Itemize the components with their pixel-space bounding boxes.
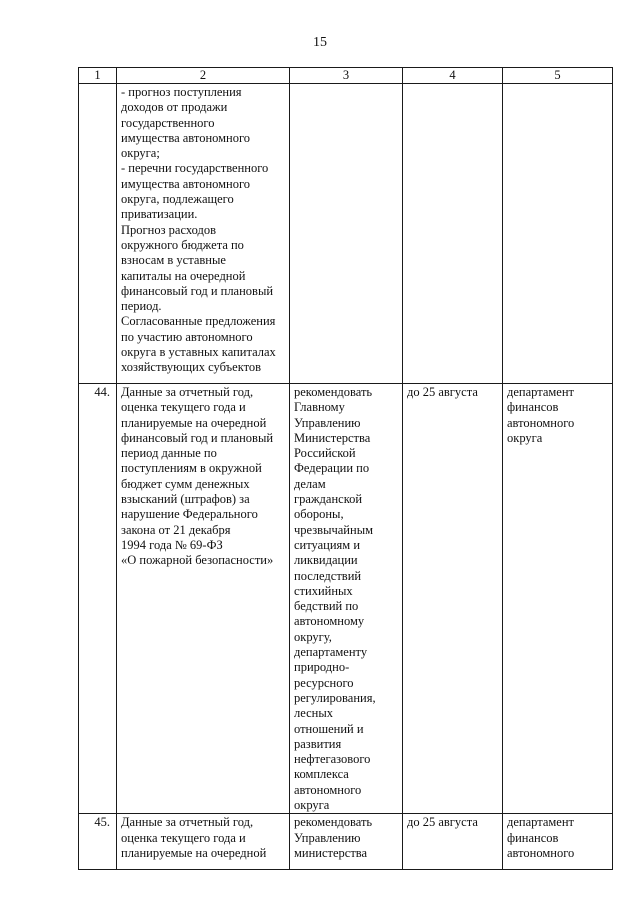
text-line: взысканий (штрафов) за bbox=[121, 492, 250, 507]
text-line: хозяйствующих субъектов bbox=[121, 360, 262, 375]
table-row bbox=[79, 84, 613, 384]
text-line: по участию автономного bbox=[121, 329, 253, 344]
text-line: финансов bbox=[507, 830, 559, 845]
text-line: «О пожарной безопасности» bbox=[121, 553, 274, 568]
text-line: автономного bbox=[507, 415, 575, 430]
text-line: Главному bbox=[294, 400, 345, 415]
text-line: министерства bbox=[294, 845, 368, 860]
text-line: планируемые на очередной bbox=[121, 415, 267, 430]
table-row bbox=[79, 814, 613, 870]
cell-deadline bbox=[403, 814, 503, 870]
text-line: автономного bbox=[507, 845, 575, 860]
cell-deadline bbox=[403, 84, 503, 384]
header-cell-1: 1 bbox=[79, 68, 117, 84]
text-line: Прогноз расходов bbox=[121, 222, 217, 237]
text-line: финансовый год и плановый bbox=[121, 283, 274, 298]
text-line: поступлениям в окружной bbox=[121, 461, 262, 476]
text-line: ресурсного bbox=[294, 675, 354, 690]
text-line: закона от 21 декабря bbox=[121, 522, 231, 537]
text-line: финансовый год и плановый bbox=[121, 430, 274, 445]
header-cell-2: 2 bbox=[117, 68, 290, 84]
text-line: до 25 августа bbox=[407, 385, 478, 399]
text-line: рекомендовать bbox=[294, 385, 373, 399]
text-line: округа, подлежащего bbox=[121, 192, 234, 207]
text-line: Данные за отчетный год, bbox=[121, 815, 254, 830]
text-line: Данные за отчетный год, bbox=[121, 385, 254, 399]
text-line: округа bbox=[507, 430, 543, 445]
cell-executor bbox=[290, 84, 403, 384]
text-line: округу, bbox=[294, 629, 332, 644]
text-line: финансов bbox=[507, 400, 559, 415]
text-line: автономному bbox=[294, 614, 365, 629]
text-line: приватизации. bbox=[121, 207, 198, 222]
text-line: лесных bbox=[294, 706, 333, 721]
text-line: период. bbox=[121, 299, 162, 314]
text-line: планируемые на очередной bbox=[121, 845, 267, 860]
text-line: окружного бюджета по bbox=[121, 237, 244, 252]
cell-executor bbox=[290, 384, 403, 814]
text-line: доходов от продажи bbox=[121, 100, 228, 115]
text-line: стихийных bbox=[294, 583, 353, 598]
text-line: имущества автономного bbox=[121, 176, 251, 191]
text-line: округа в уставных капиталах bbox=[121, 345, 276, 360]
text-line: Управлению bbox=[294, 415, 361, 430]
cell-description bbox=[117, 814, 290, 870]
text-line: округа; bbox=[121, 146, 160, 161]
text-line: департаменту bbox=[294, 645, 368, 660]
text-line: до 25 августа bbox=[407, 815, 478, 830]
cell-executor bbox=[290, 814, 403, 870]
text-line: 1994 года № 69-ФЗ bbox=[121, 537, 223, 552]
row-number: 44. bbox=[79, 384, 117, 814]
text-line: имущества автономного bbox=[121, 130, 251, 145]
text-line: бедствий по bbox=[294, 599, 359, 614]
page-number: 15 bbox=[313, 35, 327, 50]
text-line: автономного bbox=[294, 782, 362, 797]
text-line: Российской bbox=[294, 446, 356, 461]
text-line: округа bbox=[294, 798, 330, 813]
text-line: Министерства bbox=[294, 430, 371, 445]
text-line: гражданской bbox=[294, 492, 363, 507]
text-line: развития bbox=[294, 736, 342, 751]
text-line: комплекса bbox=[294, 767, 349, 782]
text-line: - перечни государственного bbox=[121, 161, 269, 176]
text-line: ликвидации bbox=[294, 553, 358, 568]
document-table bbox=[78, 67, 613, 870]
cell-responsible bbox=[503, 384, 613, 814]
text-line: - прогноз поступления bbox=[121, 85, 242, 99]
header-cell-5: 5 bbox=[503, 68, 613, 84]
cell-responsible bbox=[503, 814, 613, 870]
text-line: оценка текущего года и bbox=[121, 400, 246, 415]
text-line: чрезвычайным bbox=[294, 522, 373, 537]
text-line: государственного bbox=[121, 115, 215, 130]
text-line: Согласованные предложения bbox=[121, 314, 276, 329]
row-number: 45. bbox=[79, 814, 117, 870]
text-line: период данные по bbox=[121, 446, 217, 461]
text-line: нефтегазового bbox=[294, 752, 371, 767]
text-line: бюджет сумм денежных bbox=[121, 476, 250, 491]
cell-description bbox=[117, 84, 290, 384]
text-line: Управлению bbox=[294, 830, 361, 845]
row-number bbox=[79, 84, 117, 384]
text-line: отношений и bbox=[294, 721, 364, 736]
text-line: делам bbox=[294, 476, 326, 491]
text-line: последствий bbox=[294, 568, 362, 583]
cell-deadline bbox=[403, 384, 503, 814]
header-cell-3: 3 bbox=[290, 68, 403, 84]
text-line: Федерации по bbox=[294, 461, 370, 476]
text-line: регулирования, bbox=[294, 690, 376, 705]
table-row bbox=[79, 384, 613, 814]
text-line: взносам в уставные bbox=[121, 253, 226, 268]
text-line: обороны, bbox=[294, 507, 344, 522]
text-line: рекомендовать bbox=[294, 815, 373, 830]
cell-responsible bbox=[503, 84, 613, 384]
text-line: капиталы на очередной bbox=[121, 268, 246, 283]
header-cell-4: 4 bbox=[403, 68, 503, 84]
cell-description bbox=[117, 384, 290, 814]
text-line: департамент bbox=[507, 385, 575, 399]
text-line: департамент bbox=[507, 815, 575, 830]
table-header-row bbox=[79, 68, 613, 84]
text-line: ситуациям и bbox=[294, 537, 361, 552]
text-line: природно- bbox=[294, 660, 350, 675]
text-line: оценка текущего года и bbox=[121, 830, 246, 845]
text-line: нарушение Федерального bbox=[121, 507, 258, 522]
